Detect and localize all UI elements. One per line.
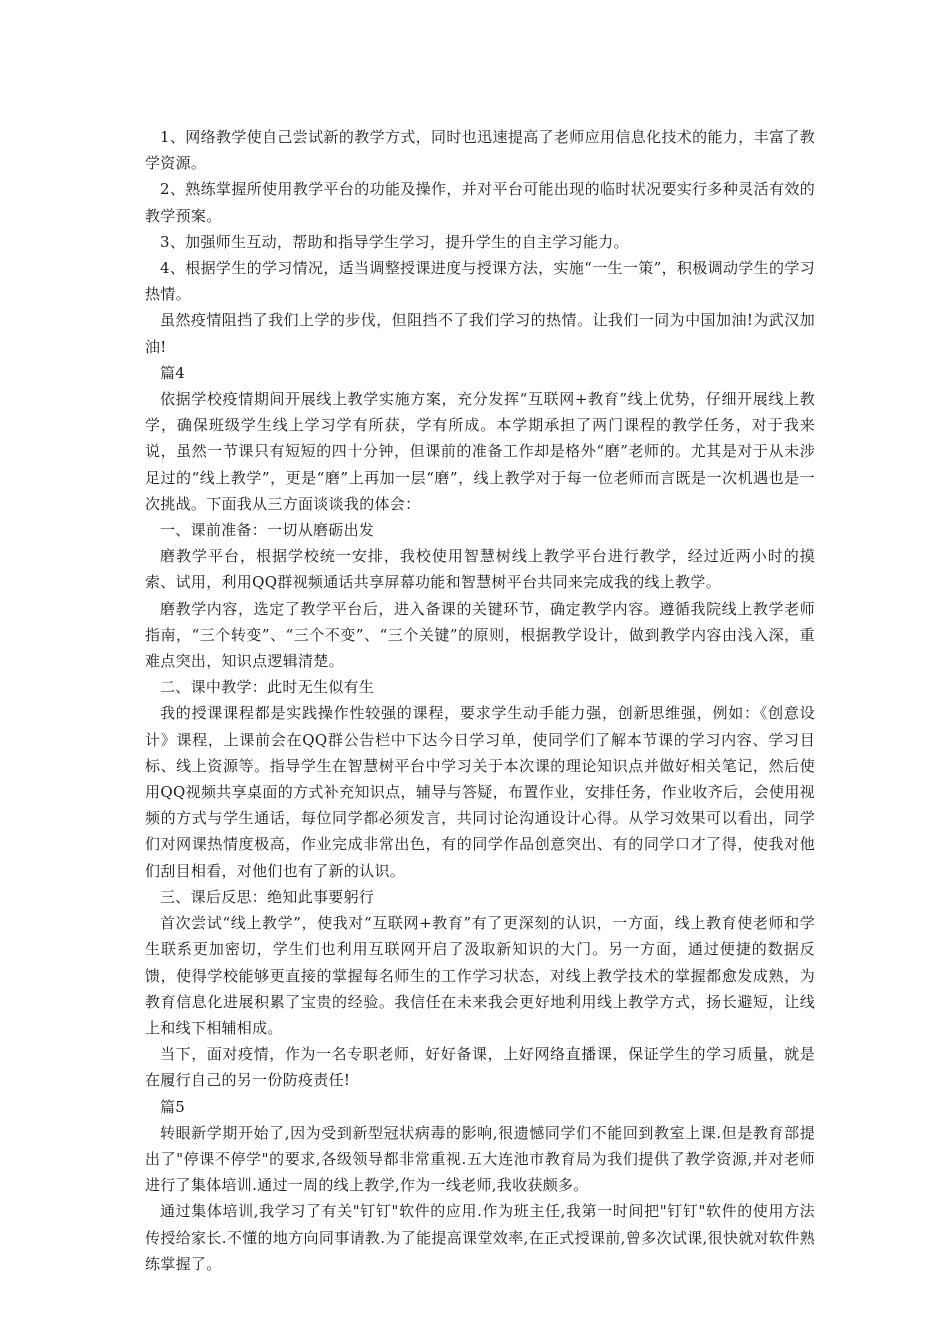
paragraph: 依据学校疫情期间开展线上教学实施方案，充分发挥“互联网+教育”线上优势，仔细开展线上教学，确保班级学生线上学习学有所获，学有所成。本学期承担了两门课程的教学任务，对于我来说，虽然一节课只有短短的四十分钟，但课前的准备工作却是格外“磨”老师的。尤其是对于从未涉足过的“线上教学”，更是“磨”上再加一层“磨”，线上教学对于每一位老师而言既是一次机遇也是一次挑战。下面我从三方面谈谈我的体会： bbox=[145, 390, 815, 513]
paragraph: 4、根据学生的学习情况，适当调整授课进度与授课方法，实施“一生一策”，积极调动学生的学习热情。 bbox=[145, 259, 815, 304]
section-heading: 三、课后反思：绝知此事要躬行 bbox=[160, 887, 375, 906]
paragraph: 当下，面对疫情，作为一名专职老师，好好备课，上好网络直播课，保证学生的学习质量，就是在履行自己的另一份防疫责任! bbox=[145, 1045, 815, 1090]
paragraph: 2、熟练掌握所使用教学平台的功能及操作，并对平台可能出现的临时状况要实行多种灵活有效的教学预案。 bbox=[145, 180, 815, 225]
paragraph: 1、网络教学使自己尝试新的教学方式，同时也迅速提高了老师应用信息化技术的能力，丰富了教学资源。 bbox=[145, 128, 815, 173]
paragraph: 我的授课课程都是实践操作性较强的课程，要求学生动手能力强，创新思维强，例如：《创意设计》课程，上课前会在QQ群公告栏中下达今日学习单，使同学们了解本节课的学习内容、学习目标、线上资源等。指导学生在智慧树平台中学习关于本次课的理论知识点并做好相关笔记，然后使用QQ视频共享桌面的方式补充知识点，辅导与答疑，布置作业，安排任务，作业收齐后，会使用视频的方式与学生通话，每位同学都必须发言，共同讨论沟通设计心得。从学习效果可以看出，同学们对网课热情度极高，作业完成非常出色，有的同学作品创意突出、有的同学口才了得，使我对他们刮目相看，对他们也有了新的认识。 bbox=[145, 704, 815, 880]
section-heading: 篇4 bbox=[160, 363, 186, 382]
section-heading: 篇5 bbox=[160, 1097, 186, 1116]
section-heading: 二、课中教学：此时无生似有生 bbox=[160, 678, 375, 697]
document-body bbox=[145, 124, 815, 1277]
paragraph: 磨教学内容，选定了教学平台后，进入备课的关键环节，确定教学内容。遵循我院线上教学老师指南，“三个转变”、“三个不变”、“三个关键”的原则，根据教学设计，做到教学内容由浅入深，重难点突出，知识点逻辑清楚。 bbox=[145, 599, 815, 671]
paragraph: 转眼新学期开始了,因为受到新型冠状病毒的影响,很遗憾同学们不能回到教室上课.但是教育部提出了"停课不停学"的要求,各级领导都非常重视.五大连池市教育局为我们提供了教学资源,并对老师进行了集体培训.通过一周的线上教学,作为一线老师,我收获颇多。 bbox=[145, 1123, 815, 1195]
paragraph: 磨教学平台，根据学校统一安排，我校使用智慧树线上教学平台进行教学，经过近两小时的摸索、试用，利用QQ群视频通话共享屏幕功能和智慧树平台共同来完成我的线上教学。 bbox=[145, 547, 815, 592]
paragraph: 通过集体培训,我学习了有关"钉钉"软件的应用.作为班主任,我第一时间把"钉钉"软件的使用方法传授给家长.不懂的地方向同事请教.为了能提高课堂效率,在正式授课前,曾多次试课,很快就对软件熟练掌握了。 bbox=[145, 1202, 815, 1273]
paragraph: 3、加强师生互动，帮助和指导学生学习，提升学生的自主学习能力。 bbox=[160, 232, 629, 251]
paragraph: 首次尝试“线上教学”，使我对“互联网+教育”有了更深刻的认识，一方面，线上教育使老师和学生联系更加密切，学生们也利用互联网开启了汲取新知识的大门。另一方面，通过便捷的数据反馈，使得学校能够更直接的掌握每名师生的工作学习状态，对线上教学技术的掌握都愈发成熟，为教育信息化进展积累了宝贵的经验。我信任在未来我会更好地利用线上教学方式，扬长避短，让线上和线下相辅相成。 bbox=[145, 914, 815, 1037]
section-heading: 一、课前准备：一切从磨砺出发 bbox=[160, 521, 375, 540]
paragraph: 虽然疫情阻挡了我们上学的步伐，但阻挡不了我们学习的热情。让我们一同为中国加油!为武汉加油! bbox=[145, 311, 815, 356]
